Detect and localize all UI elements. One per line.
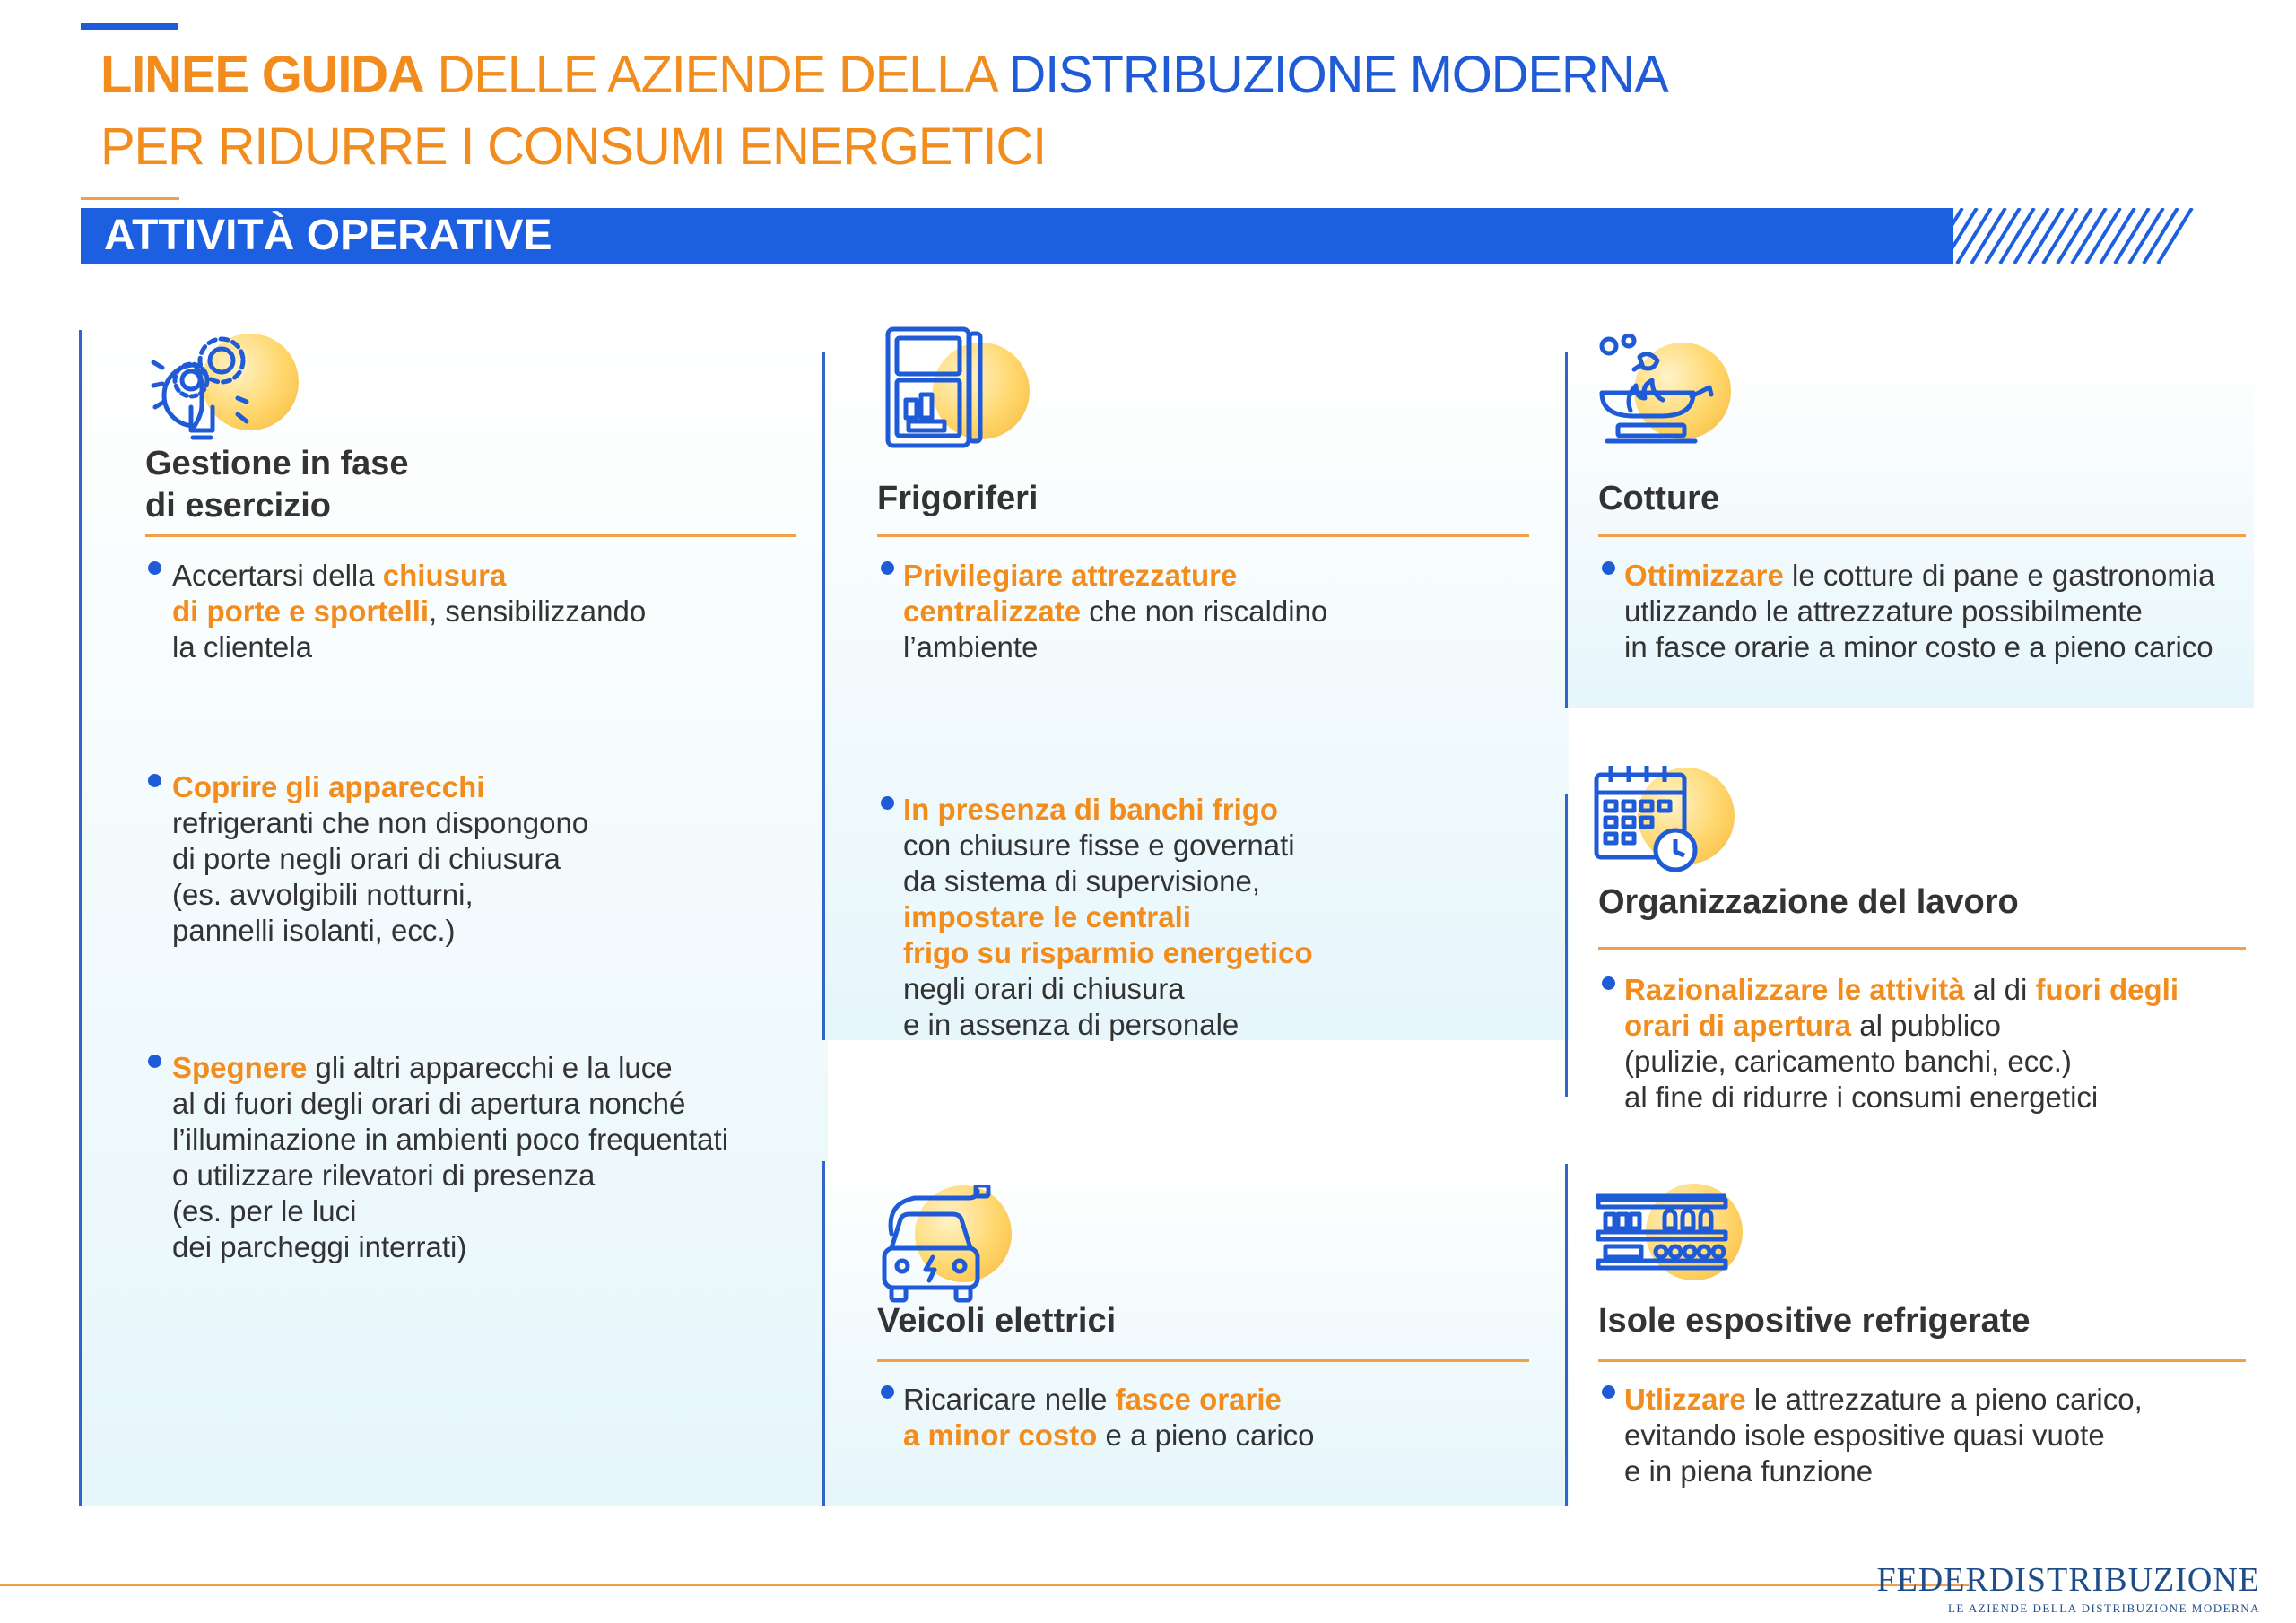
text: Accertarsi della [172,559,383,592]
highlight: a minor costo [903,1419,1098,1452]
paragraph-gestione-2 [172,769,800,949]
section-rule-frigoriferi [877,534,1529,537]
text: con chiusure fisse e governati [903,829,1295,862]
paragraph-frigoriferi-2 [903,792,1549,1043]
text: al di [1964,973,2036,1006]
bullet-dot [148,561,161,575]
text: al pubblico [1851,1009,2002,1042]
text: al fine di ridurre i consumi energetici [1624,1081,2099,1114]
page-title-line-2: PER RIDURRE I CONSUMI ENERGETICI [100,117,1047,176]
title-highlight: LINEE GUIDA [100,46,424,104]
highlight: frigo su risparmio energetico [903,936,1313,969]
logo-wordmark: FEDERDISTRIBUZIONE [1876,1561,2260,1599]
section-title-organizzazione: Organizzazione del lavoro [1598,883,2019,921]
text: l’ambiente [903,630,1039,664]
highlight: impostare le centrali [903,900,1191,933]
highlight: In presenza di banchi frigo [903,793,1279,826]
text: e in assenza di personale [903,1008,1239,1041]
highlight: Utlizzare [1624,1383,1746,1416]
section-rule-veicoli [877,1359,1529,1362]
page-title-line-1 [100,41,1668,109]
bullet-dot [881,1385,894,1399]
highlight: di porte e sportelli [172,595,430,628]
section-title-veicoli: Veicoli elettrici [877,1302,1117,1340]
text: (pulizie, caricamento banchi, ecc.) [1624,1045,2072,1078]
bullet-dot [881,796,894,810]
text: le attrezzature a pieno carico, [1745,1383,2143,1416]
text: evitando isole espositive quasi vuote [1624,1419,2105,1452]
section-title-frigoriferi: Frigoriferi [877,480,1039,517]
highlight: centralizzate [903,595,1082,628]
text: al di fuori degli orari di apertura nonché [172,1087,686,1120]
title-part-blue: DISTRIBUZIONE MODERNA [1008,46,1668,104]
paragraph-organizzazione-1 [1624,972,2252,1115]
federdistribuzione-logo [1876,1560,2260,1616]
highlight: Spegnere [172,1051,308,1084]
paragraph-frigoriferi-1 [903,558,1549,665]
bullet-dot [1602,1385,1615,1399]
text: negli orari di chiusura [903,972,1185,1005]
section-title-gestione [145,443,409,527]
cooking-pan-icon [1598,334,1742,468]
banner-label: ATTIVITÀ OPERATIVE [104,212,552,259]
title-line: di esercizio [145,487,331,525]
calendar-clock-icon [1593,762,1736,897]
bullet-dot [148,1055,161,1068]
highlight: Privilegiare attrezzature [903,559,1238,592]
text: refrigeranti che non dispongono [172,806,589,839]
title-line: Gestione in fase [145,445,409,482]
highlight: Coprire gli apparecchi [172,770,485,803]
section-rule-organizzazione [1598,947,2246,950]
text: la clientela [172,630,312,664]
paragraph-gestione-3 [172,1050,818,1265]
text: dei parcheggi interrati) [172,1230,467,1263]
lightbulb-gears-icon [148,325,291,459]
text: l’illuminazione in ambienti poco frequentati [172,1123,729,1156]
text: da sistema di supervisione, [903,864,1261,898]
bullet-dot [148,774,161,787]
paragraph-isole-1 [1624,1382,2252,1489]
bullet-dot [881,561,894,575]
text: , sensibilizzando [429,595,647,628]
top-accent-rule [81,23,178,30]
store-shelves-icon [1596,1184,1740,1318]
text: utlizzando le attrezzature possibilmente [1624,595,2143,628]
section-rule-isole [1598,1359,2246,1362]
column-right-mid-rule [1565,794,1568,1097]
title-underline [81,197,179,200]
text: le cotture di pane e gastronomia [1783,559,2215,592]
text: gli altri apparecchi e la luce [307,1051,673,1084]
paragraph-gestione-1 [172,558,800,665]
text: (es. avvolgibili notturni, [172,878,474,911]
section-banner [81,208,1953,264]
title-part: DELLE AZIENDE DELLA [423,46,1009,104]
highlight: orari di apertura [1624,1009,1852,1042]
text: che non riscaldino [1081,595,1328,628]
paragraph-veicoli-1 [903,1382,1549,1454]
text: Ricaricare nelle [903,1383,1116,1416]
refrigerator-icon [883,325,1027,459]
footer-rule [0,1584,1969,1586]
highlight: fuori degli [2035,973,2179,1006]
banner-stripes [1928,208,2206,264]
text: o utilizzare rilevatori di presenza [172,1159,596,1192]
text: e a pieno carico [1097,1419,1315,1452]
text: di porte negli orari di chiusura [172,842,561,875]
text: e in piena funzione [1624,1454,1874,1488]
paragraph-cotture-1 [1624,558,2252,665]
logo-tagline: LE AZIENDE DELLA DISTRIBUZIONE MODERNA [1947,1601,2260,1615]
section-title-isole: Isole espositive refrigerate [1598,1302,2031,1340]
highlight: Ottimizzare [1624,559,1784,592]
section-title-cotture: Cotture [1598,480,1720,517]
highlight: Razionalizzare le attività [1624,973,1965,1006]
section-rule-gestione [145,534,796,537]
column-right-bottom-rule [1565,1164,1568,1506]
section-rule-cotture [1598,534,2246,537]
highlight: fasce orarie [1115,1383,1282,1416]
text: (es. per le luci [172,1194,357,1228]
text: pannelli isolanti, ecc.) [172,914,456,947]
bullet-dot [1602,976,1615,990]
bullet-dot [1602,561,1615,575]
highlight: chiusura [382,559,507,592]
text: in fasce orarie a minor costo e a pieno carico [1624,630,2213,664]
